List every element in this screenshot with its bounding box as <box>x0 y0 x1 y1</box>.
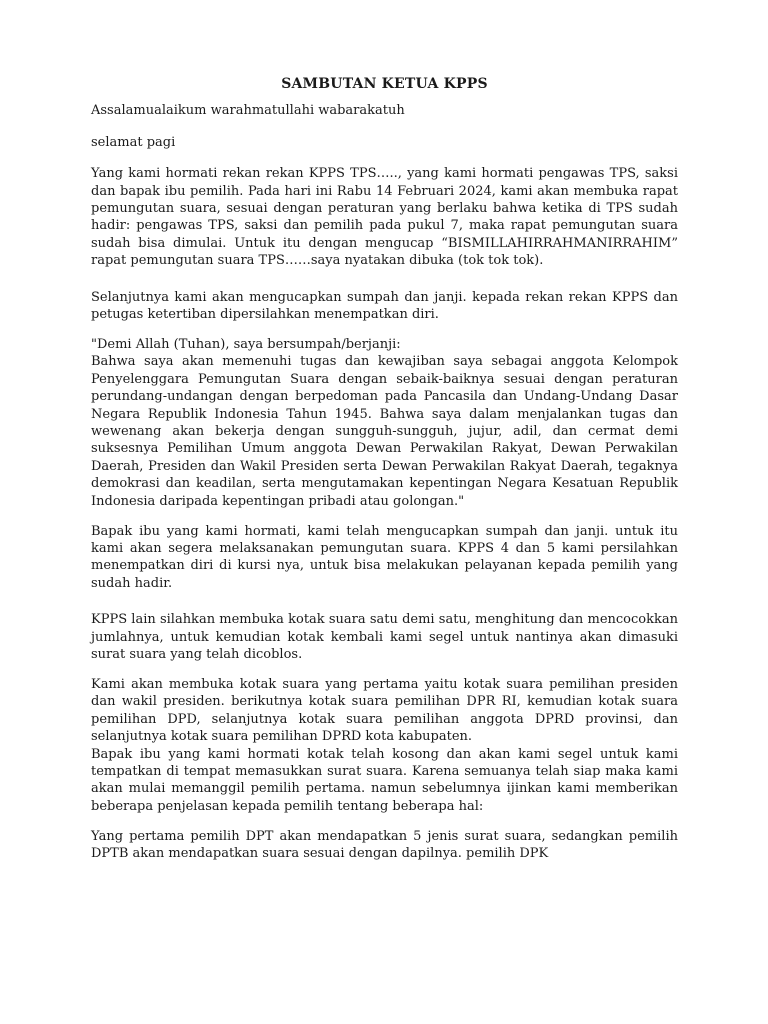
oath-body: Bahwa saya akan memenuhi tugas dan kewajiban saya sebagai anggota Kelompok Penyelenggara Pemungutan Suara dengan sebaik-baiknya sesuai dengan peraturan perundang-undangan dengan berpedoman pada Pancasila dan Undang-Undang Dasar Negara Republik Indonesia Tahun 1945. Bahwa saya dalam menjalankan tugas dan wewenang akan bekerja dengan sungguh-sungguh, jujur, adil, dan cermat demi suksesnya Pemilihan Umum anggota Dewan Perwakilan Rakyat, Dewan Perwakilan Daerah, Presiden dan Wakil Presiden serta Dewan Perwakilan Rakyat Daerah, tegaknya demokrasi dan keadilan, serta mengutamakan kepentingan Negara Kesatuan Republik Indonesia daripada kepentingan pribadi atau golongan." <box>91 354 678 509</box>
document-page <box>91 76 678 875</box>
paragraph-oath-call: Selanjutnya kami akan mengucapkan sumpah dan janji. kepada rekan rekan KPPS dan petugas ketertiban dipersilahkan menempatkan diri. <box>91 289 678 323</box>
paragraph-voter-types: Yang pertama pemilih DPT akan mendapatkan 5 jenis surat suara, sedangkan pemilih DPTB akan mendapatkan suara sesuai dengan dapilnya. pemilih DPK <box>91 828 678 862</box>
document-title: SAMBUTAN KETUA KPPS <box>281 76 488 92</box>
greeting: Assalamualaikum warahmatullahi wabarakatuh <box>91 103 405 119</box>
paragraph-boxes-sealed: Bapak ibu yang kami hormati kotak telah kosong dan akan kami segel untuk kami tempatkan di tempat memasukkan surat suara. Karena semuanya telah siap maka kami akan mulai memanggil pemilih pertama. namun sebelumnya ijinkan kami memberikan beberapa penjelasan kepada pemilih tentang beberapa hal: <box>91 746 678 814</box>
paragraph-after-oath: Bapak ibu yang kami hormati, kami telah mengucapkan sumpah dan janji. untuk itu kami akan segera melaksanakan pemungutan suara. KPPS 4 dan 5 kami persilahkan menempatkan diri di kursi nya, untuk bisa melakukan pelayanan kepada pemilih yang sudah hadir. <box>91 523 678 591</box>
salutation: selamat pagi <box>91 134 176 150</box>
paragraph-open-boxes: Kami akan membuka kotak suara yang pertama yaitu kotak suara pemilihan presiden dan wakil presiden. berikutnya kotak suara pemilihan DPR RI, kemudian kotak suara pemilihan DPD, selanjutnya kotak suara pemilihan anggota DPRD provinsi, dan selanjutnya kotak suara pemilihan DPRD kota kabupaten. <box>91 676 678 745</box>
oath-intro: "Demi Allah (Tuhan), saya bersumpah/berjanji: <box>91 336 401 352</box>
paragraph-opening: Yang kami hormati rekan rekan KPPS TPS….., yang kami hormati pengawas TPS, saksi dan bapak ibu pemilih. Pada hari ini Rabu 14 Februari 2024, kami akan membuka rapat pemungutan suara, sesuai dengan peraturan yang berlaku bahwa ketika di TPS sudah hadir: pengawas TPS, saksi dan pemilih pada pukul 7, maka rapat pemungutan suara sudah bisa dimulai. Untuk itu dengan mengucap “BISMILLAHIRRAHMANIRRAHIM” rapat pemungutan suara TPS……saya nyatakan dibuka (tok tok tok). <box>91 166 678 269</box>
oath-block <box>91 336 678 510</box>
paragraph-ballot-boxes: KPPS lain silahkan membuka kotak suara satu demi satu, menghitung dan mencocokkan jumlahnya, untuk kemudian kotak kembali kami segel untuk nantinya akan dimasuki surat suara yang telah dicoblos. <box>91 612 678 662</box>
